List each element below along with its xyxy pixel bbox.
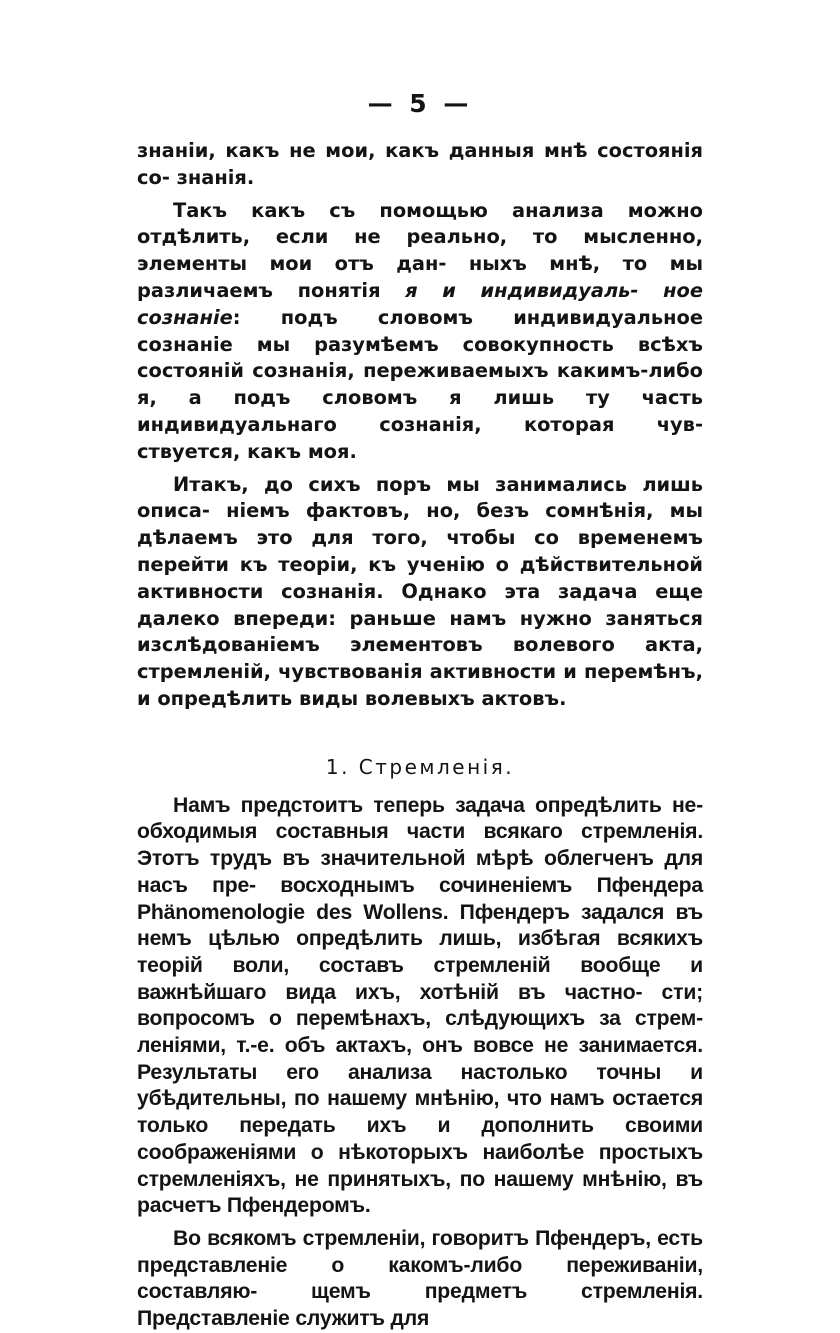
paragraph-concepts-text: Такъ какъ съ помощью анализа можно отдѣлить, если не реально, то мысленно, элементы мои отъ дан- ныхъ мнѣ, то мы различаемъ понятія [137, 198, 703, 302]
paragraph-concepts [137, 198, 703, 466]
paragraph-strivings: Намъ предстоитъ теперь задача опредѣлить не- обходимыя составныя части всякаго стремленія. Этотъ трудъ въ значительной мѣрѣ облегченъ для насъ пре- восходнымъ сочиненіемъ Пфендера Phänomenologie des Wollens. Пфендеръ задался въ немъ цѣлью опредѣлить лишь, избѣгая всякихъ теорій воли, составъ стремленій вообще и важнѣйшаго вида ихъ, хотѣній въ частно- сти; вопросомъ о перемѣнахъ, слѣдующихъ за стрем- леніями, т.-е. объ актахъ, онъ вовсе не занимается. Результаты его анализа настолько точны и убѣдительны, по нашему мнѣнію, что намъ остается только передать ихъ и дополнить своими соображеніями о нѣкоторыхъ наиболѣе простыхъ стремленіяхъ, не принятыхъ, по нашему мнѣнію, въ расчетъ Пфендеромъ. [137, 793, 703, 1218]
document-page [137, 88, 703, 1333]
page-number: — 5 — [367, 89, 473, 118]
paragraph-concepts-text-end: : подъ словомъ индивидуальное сознаніе мы разумѣемъ совокупность всѣхъ состояній сознанія, переживаемыхъ какимъ-либо я, а подъ словомъ я лишь ту часть индивидуальнаго сознанія, которая чув- ствуется, какъ моя. [137, 305, 703, 463]
paragraph-description: Итакъ, до сихъ поръ мы занимались лишь описа- ніемъ фактовъ, но, безъ сомнѣнія, мы дѣлаемъ это для того, чтобы со временемъ перейти къ теоріи, къ ученію о дѣйствительной активности сознанія. Однако эта задача еще далеко впереди: раньше намъ нужно заняться изслѣдованіемъ элементовъ волевого акта, стремленій, чувствованія активности и перемѣнъ, и опредѣлить виды волевыхъ актовъ. [137, 472, 703, 710]
paragraph-pfender: Во всякомъ стремленіи, говоритъ Пфендеръ, есть представленіе о какомъ-либо переживаніи, составляю- щемъ предметъ стремленія. Представленіе служитъ для [137, 1226, 703, 1331]
section-title: 1. Стремленія. [325, 754, 515, 779]
paragraph-concepts-italic-terms: я и индивидуаль- ное сознаніе [137, 278, 703, 329]
paragraph-continuation: знаніи, какъ не мои, какъ данныя мнѣ состоянія со- знанія. [137, 139, 703, 189]
